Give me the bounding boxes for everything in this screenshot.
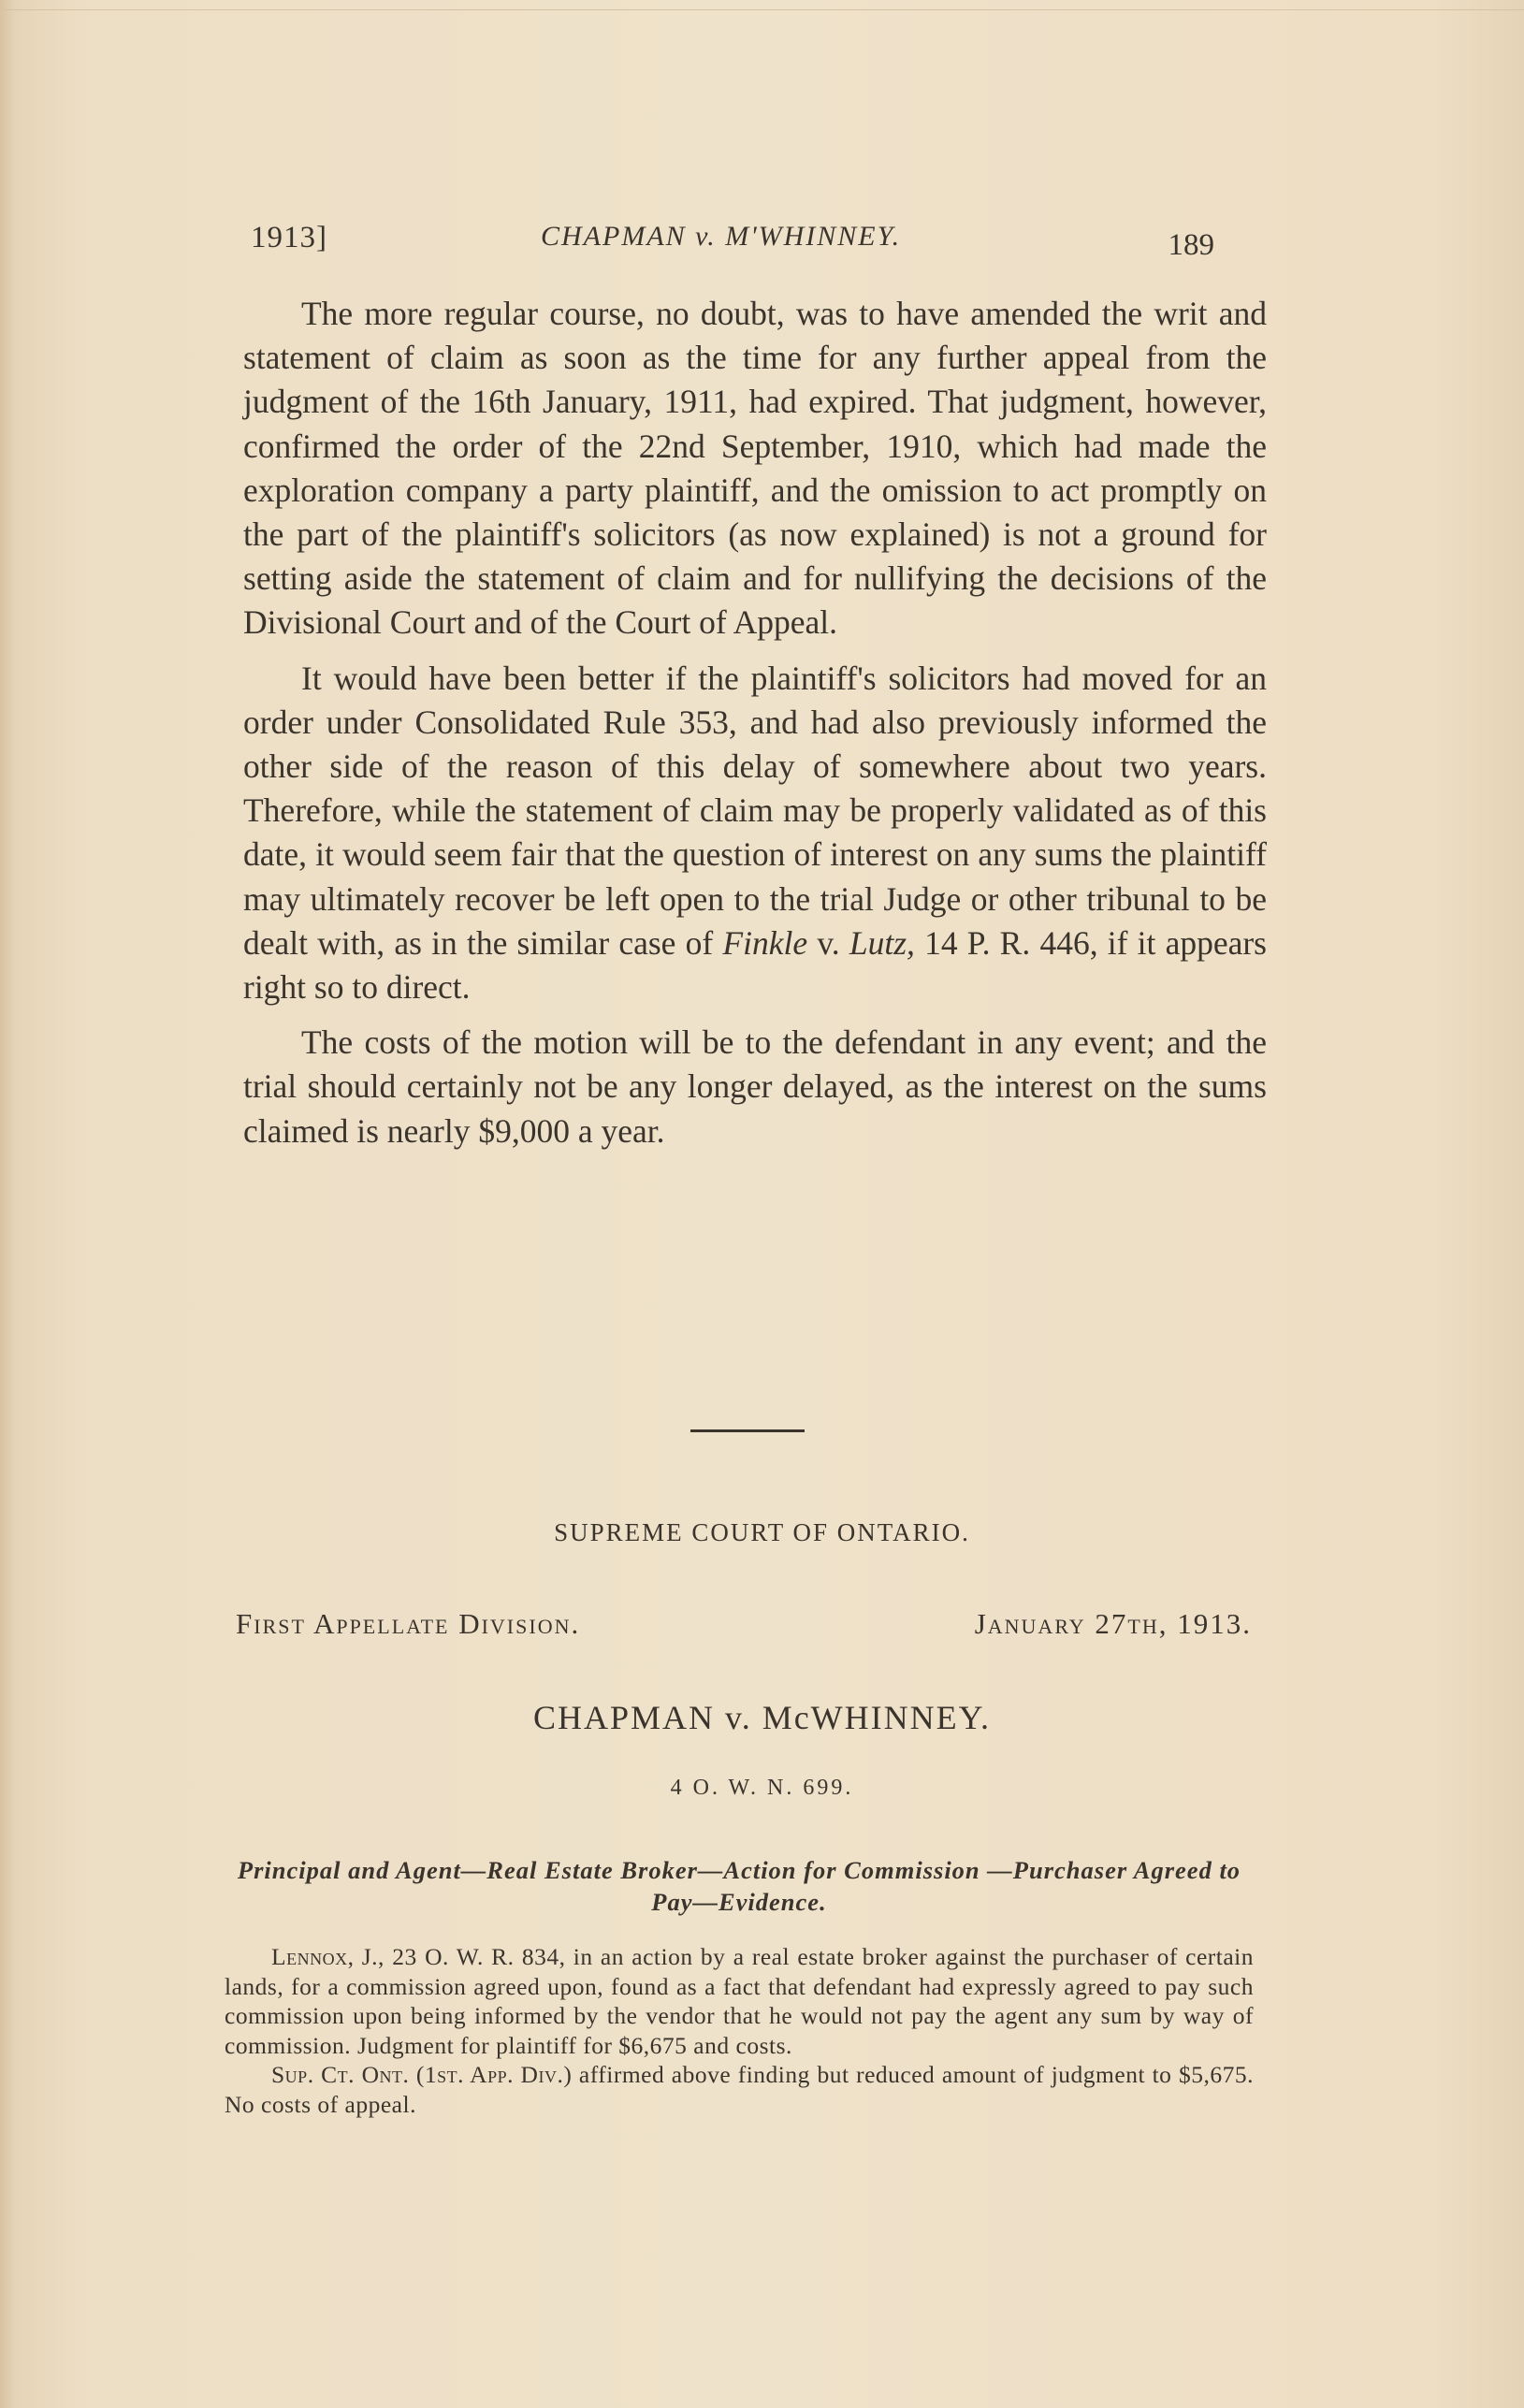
running-head: [251, 217, 1214, 273]
main-text: [243, 292, 1267, 1153]
summary-paragraph-2-text: affirmed above finding but reduced amount of judgment to $5,675. No costs of appeal.: [225, 2061, 1254, 2118]
case-name-lutz: Lutz,: [849, 923, 915, 962]
section-divider: [690, 1429, 805, 1432]
paragraph-1: The more regular course, no doubt, was to have amended the writ and statement of claim as soon as the time for any further appeal from the judgment of the 16th January, 1911, had expired. That judgment, however, confirmed the order of the 22nd September, 1910, which had made the exploration company a party plaintiff, and the omission to act promptly on the part of the plaintiff's solicitors (as now explained) is not a ground for setting aside the statement of claim and for nullifying the decisions of the Divisional Court and of the Court of Appeal.: [243, 295, 1267, 642]
paragraph-2: [243, 657, 1267, 1010]
paragraph-2-citation: 14 P. R. 446, if it appears right so to direct.: [243, 923, 1267, 1007]
decision-date: January 27th, 1913.: [974, 1607, 1252, 1640]
headnote: Principal and Agent—Real Estate Broker—Action for Commission —Purchaser Agreed to Pay—Evidence.: [237, 1856, 1241, 1916]
case-name-finkle: Finkle: [722, 923, 808, 962]
court-heading: SUPREME COURT OF ONTARIO.: [554, 1518, 970, 1546]
running-head-title: CHAPMAN v. M'WHINNEY.: [541, 221, 902, 252]
summary-paragraph-1: [225, 1942, 1254, 2060]
case-title: CHAPMAN v. McWHINNEY.: [533, 1699, 991, 1736]
appeal-court-name: Sup. Ct. Ont. (1st. App. Div.): [271, 2061, 573, 2088]
case-citation: 4 O. W. N. 699.: [670, 1776, 854, 1800]
versus-text: v.: [807, 923, 849, 962]
page-spine-shadow: [0, 0, 15, 2408]
division-line: [236, 1607, 1252, 1654]
page-number: 189: [1168, 228, 1214, 262]
judge-name: Lennox, J.,: [271, 1943, 385, 1970]
page-top-edge: [0, 9, 1524, 10]
running-head-year: 1913]: [251, 221, 327, 254]
case-summary: [225, 1942, 1254, 2119]
paragraph-2-text: It would have been better if the plaintiff's solicitors had moved for an order under Consolidated Rule 353, and had also previously informed the other side of the reason of this delay of somewhere about two years. Therefore, while the statement of claim may be properly validated as of this date, it would seem fair that the question of interest on any sums the plaintiff may ultimately recover be left open to the trial Judge or other tribunal to be dealt with, as in the similar case of: [243, 659, 1267, 962]
summary-paragraph-1-text: 23 O. W. R. 834, in an action by a real estate broker against the purchaser of certain lands, for a commission agreed upon, found as a fact that defendant had expressly agreed to pay such commission upon being informed by the vendor that he would not pay the agent any sum by way of commission. Judgment for plaintiff for $6,675 and costs.: [225, 1943, 1254, 2059]
summary-paragraph-2: [225, 2060, 1254, 2119]
paragraph-3: The costs of the motion will be to the defendant in any event; and the trial should certainly not be any longer delayed, as the interest on the sums claimed is nearly $9,000 a year.: [243, 1023, 1267, 1150]
division-name: First Appellate Division.: [236, 1607, 581, 1640]
